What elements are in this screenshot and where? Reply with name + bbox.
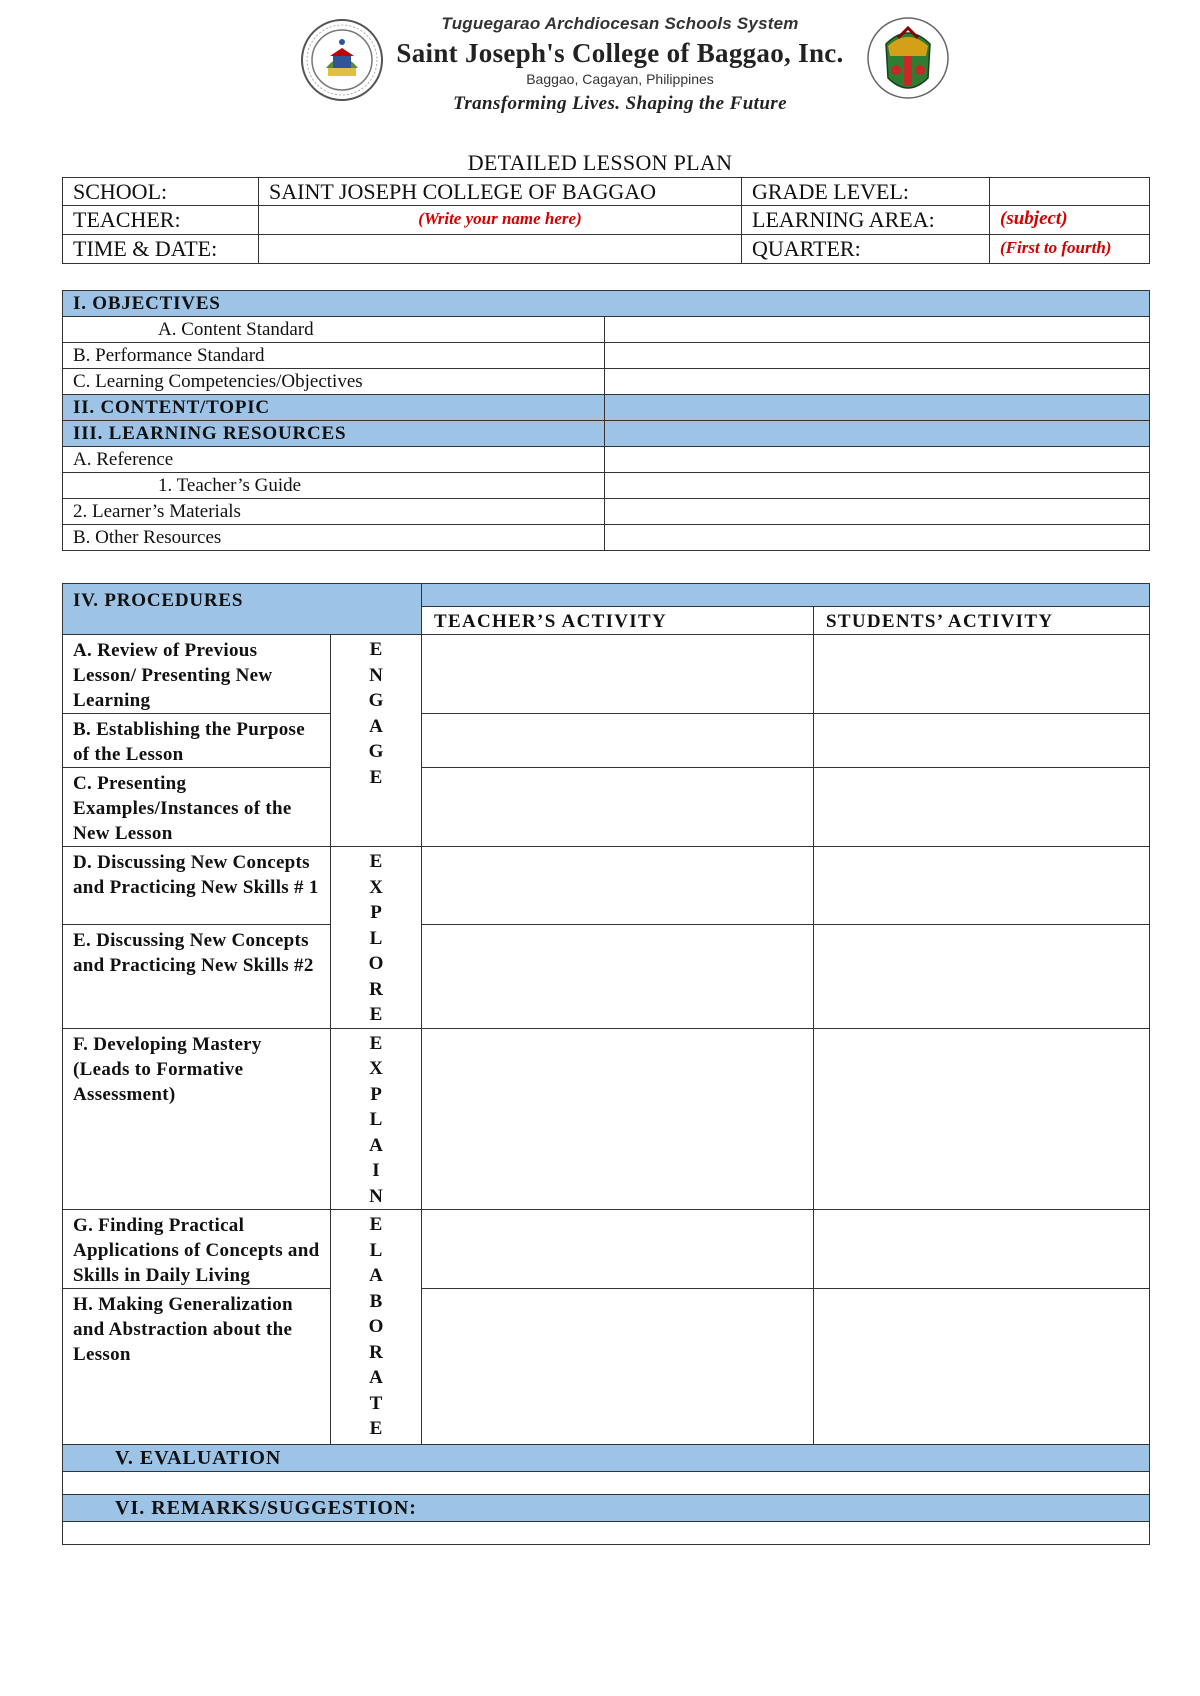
school-label: SCHOOL: — [63, 178, 259, 206]
step-a-students-activity[interactable] — [814, 635, 1150, 714]
step-d-label: D. Discussing New Concepts and Practicing New Skills # 1 — [63, 847, 331, 925]
content-standard-value[interactable] — [605, 317, 1150, 343]
competencies-value[interactable] — [605, 369, 1150, 395]
objectives-table — [62, 290, 1150, 551]
reference-value[interactable] — [605, 447, 1150, 473]
other-resources-value[interactable] — [605, 525, 1150, 551]
learning-area-hint: (subject) — [1000, 208, 1068, 229]
letterhead — [0, 0, 1200, 130]
learning-area-value[interactable] — [990, 206, 1150, 235]
school-name: Saint Joseph's College of Baggao, Inc. — [396, 38, 844, 68]
teacher-activity-header: TEACHER’S ACTIVITY — [422, 607, 814, 635]
teacher-value[interactable] — [259, 206, 742, 235]
step-d-students-activity[interactable] — [814, 847, 1150, 925]
step-h-teacher-activity[interactable] — [422, 1289, 814, 1445]
procedures-table — [62, 583, 1150, 1545]
performance-standard-label: B. Performance Standard — [63, 343, 605, 369]
step-c-students-activity[interactable] — [814, 768, 1150, 847]
elaborate-phase: E L A B O R A T E — [331, 1210, 422, 1445]
competencies-label: C. Learning Competencies/Objectives — [63, 369, 605, 395]
grade-level-value[interactable] — [990, 178, 1150, 206]
step-f-teacher-activity[interactable] — [422, 1028, 814, 1210]
step-g-label: G. Finding Practical Applications of Concepts and Skills in Daily Living — [63, 1210, 331, 1289]
procedures-heading: IV. PROCEDURES — [63, 584, 422, 635]
step-f-students-activity[interactable] — [814, 1028, 1150, 1210]
learning-area-label: LEARNING AREA: — [742, 206, 990, 235]
step-e-label: E. Discussing New Concepts and Practicing New Skills #2 — [63, 925, 331, 1028]
step-c-label: C. Presenting Examples/Instances of the New Lesson — [63, 768, 331, 847]
step-e-students-activity[interactable] — [814, 925, 1150, 1028]
content-standard-label: A. Content Standard — [63, 317, 605, 343]
step-b-teacher-activity[interactable] — [422, 714, 814, 768]
learning-resources-value[interactable] — [605, 421, 1150, 447]
engage-phase: E N G A G E — [331, 635, 422, 847]
step-a-label: A. Review of Previous Lesson/ Presenting New Learning — [63, 635, 331, 714]
step-b-label: B. Establishing the Purpose of the Lesson — [63, 714, 331, 768]
learning-resources-heading: III. LEARNING RESOURCES — [63, 421, 605, 447]
teacher-hint: (Write your name here) — [418, 209, 582, 228]
quarter-value[interactable] — [990, 235, 1150, 264]
step-a-teacher-activity[interactable] — [422, 635, 814, 714]
step-g-students-activity[interactable] — [814, 1210, 1150, 1289]
lesson-info-table — [62, 177, 1150, 264]
step-e-teacher-activity[interactable] — [422, 925, 814, 1028]
school-value[interactable]: SAINT JOSEPH COLLEGE OF BAGGAO — [259, 178, 742, 206]
teachers-guide-value[interactable] — [605, 473, 1150, 499]
teacher-label: TEACHER: — [63, 206, 259, 235]
reference-label: A. Reference — [63, 447, 605, 473]
school-address: Baggao, Cagayan, Philippines — [526, 71, 714, 87]
quarter-label: QUARTER: — [742, 235, 990, 264]
students-activity-header: STUDENTS’ ACTIVITY — [814, 607, 1150, 635]
step-h-students-activity[interactable] — [814, 1289, 1150, 1445]
school-motto: Transforming Lives. Shaping the Future — [453, 93, 787, 114]
step-h-label: H. Making Generalization and Abstraction about the Lesson — [63, 1289, 331, 1445]
grade-level-label: GRADE LEVEL: — [742, 178, 990, 206]
teachers-guide-label: 1. Teacher’s Guide — [63, 473, 605, 499]
learners-materials-label: 2. Learner’s Materials — [63, 499, 605, 525]
step-b-students-activity[interactable] — [814, 714, 1150, 768]
evaluation-heading: V. EVALUATION — [63, 1445, 1150, 1472]
quarter-hint: (First to fourth) — [1000, 238, 1112, 257]
explain-phase: E X P L A I N — [331, 1028, 422, 1210]
explore-phase: E X P L O R E — [331, 847, 422, 1029]
remarks-heading: VI. REMARKS/SUGGESTION: — [63, 1495, 1150, 1522]
objectives-heading: I. OBJECTIVES — [63, 291, 1150, 317]
content-topic-heading: II. CONTENT/TOPIC — [63, 395, 605, 421]
learners-materials-value[interactable] — [605, 499, 1150, 525]
time-date-value[interactable] — [259, 235, 742, 264]
schools-system-seal-icon — [866, 16, 950, 100]
time-date-label: TIME & DATE: — [63, 235, 259, 264]
step-d-teacher-activity[interactable] — [422, 847, 814, 925]
college-seal-icon — [300, 18, 384, 102]
step-g-teacher-activity[interactable] — [422, 1210, 814, 1289]
procedures-header-band — [422, 584, 1150, 607]
document-title: DETAILED LESSON PLAN — [467, 150, 733, 175]
evaluation-value[interactable] — [63, 1472, 1150, 1495]
remarks-value[interactable] — [63, 1522, 1150, 1545]
content-topic-value[interactable] — [605, 395, 1150, 421]
other-resources-label: B. Other Resources — [63, 525, 605, 551]
school-system-name: Tuguegarao Archdiocesan Schools System — [441, 14, 799, 33]
step-c-teacher-activity[interactable] — [422, 768, 814, 847]
step-f-label: F. Developing Mastery (Leads to Formative Assessment) — [63, 1028, 331, 1210]
performance-standard-value[interactable] — [605, 343, 1150, 369]
